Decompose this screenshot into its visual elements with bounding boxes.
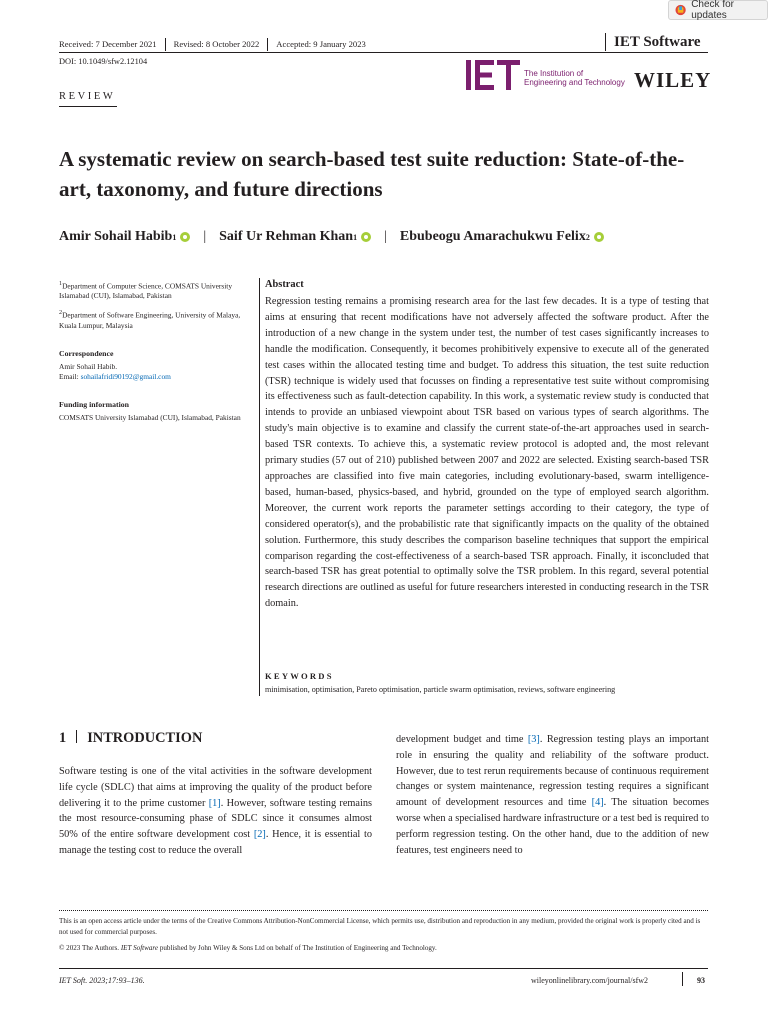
funding-text: COMSATS University Islamabad (CUI), Islamabad, Pakistan (59, 412, 241, 422)
revised-date: Revised: 8 October 2022 (173, 39, 260, 49)
footnote-rule (59, 910, 708, 911)
citation-text: IET Soft. 2023;17:93–136. (59, 976, 145, 985)
citation-link[interactable]: [4] (591, 797, 604, 809)
wiley-logo: WILEY (634, 68, 712, 92)
date-separator (165, 38, 166, 51)
body-text: . However, software testing remains the most resource-consuming phase of SDLC since it consumes almost 50% of the entire software development cost (59, 797, 372, 841)
copyright-line (59, 944, 709, 952)
author-list (59, 229, 604, 245)
license-note: This is an open access article under the terms of the Creative Commons Attribution-NonCommercial License, which permits use, distribution and reproduction in any medium, provided the original work is properly cited and is not used for commercial purposes. (59, 917, 701, 936)
copyright-text: © 2023 The Authors. (59, 944, 121, 952)
body-text: development budget and time (396, 734, 528, 745)
affiliation (59, 279, 249, 301)
body-paragraph (59, 764, 372, 859)
accepted-date: Accepted: 9 January 2023 (276, 39, 366, 49)
journal-separator (605, 33, 606, 51)
article-info-sidebar (59, 279, 249, 430)
author-affiliation-mark: 1 (353, 232, 358, 242)
body-text: . Regression testing plays an important role in ensuring the quality and reliability of the software product. However, due to test rerun requirements because of continuous requirement changes or system maintenance, regression testing requires a significant amount of development resources and time (396, 734, 709, 809)
received-date: Received: 7 December 2021 (59, 39, 157, 49)
abstract-divider (259, 278, 260, 696)
iet-logo (466, 60, 520, 90)
body-text: . Hence, it is essential to manage the testing cost to reduce the overall (59, 829, 373, 856)
section-number: 1 (59, 730, 67, 746)
email-label: Email: (59, 371, 81, 381)
date-separator (267, 38, 268, 51)
author-affiliation-mark: 1 (172, 232, 177, 242)
affiliation-text: Department of Computer Science, COMSATS University Islamabad (CUI), Islamabad, Pakistan (59, 281, 233, 301)
orcid-icon[interactable] (594, 232, 604, 242)
citation-link[interactable]: [3] (527, 734, 540, 745)
orcid-icon[interactable] (180, 232, 190, 242)
copyright-text: published by John Wiley & Sons Ltd on behalf of The Institution of Engineering and Technology. (158, 944, 437, 952)
iet-wordmark (524, 69, 625, 87)
correspondence-name: Amir Sohail Habib. (59, 361, 118, 371)
iet-line-1: The Institution of (524, 69, 584, 78)
page-number-separator (682, 972, 683, 986)
iet-line-2: Engineering and Technology (524, 78, 625, 87)
article-dates (59, 37, 366, 51)
article-type-rule (59, 106, 117, 107)
body-paragraph (396, 732, 709, 858)
funding-heading: Funding information (59, 399, 129, 409)
check-for-updates-button[interactable] (668, 0, 768, 20)
section-separator (76, 730, 77, 743)
keywords-text: minimisation, optimisation, Pareto optimisation, particle swarm optimisation, reviews, software engineering (265, 685, 616, 694)
journal-title: IET Software (614, 33, 701, 50)
page-number: 93 (697, 976, 705, 985)
footer-rule (59, 968, 708, 969)
citation-link[interactable]: [1] (208, 797, 221, 809)
email-link[interactable]: sohailafridi90192@gmail.com (80, 371, 171, 381)
author-name: Ebubeogu Amarachukwu Felix (399, 229, 586, 244)
crossmark-icon (675, 4, 686, 16)
affiliation-text: Department of Software Engineering, University of Malaya, Kuala Lumpur, Malaysia (59, 310, 241, 330)
citation-info (59, 976, 145, 985)
author-name: Amir Sohail Habib (59, 229, 173, 244)
article-title: A systematic review on search-based test suite reduction: State-of-the-art, taxonomy, and future directions (59, 147, 685, 201)
abstract-heading: Abstract (265, 279, 304, 290)
author-affiliation-mark: 2 (585, 232, 590, 242)
affiliation (59, 308, 249, 330)
body-text: . The situation becomes worse when a specialised hardware infrastructure or a test bed is required to perform regression testing. On the other hand, due to the addition of new features, test engineers need to (396, 797, 710, 856)
header-rule (59, 52, 708, 53)
author-separator: | (384, 229, 387, 244)
section-heading (59, 730, 202, 747)
section-title: INTRODUCTION (87, 730, 203, 746)
correspondence-heading: Correspondence (59, 348, 114, 358)
author-name: Saif Ur Rehman Khan (219, 229, 354, 244)
affiliation-mark: 2 (59, 310, 63, 317)
copyright-journal: IET Software (120, 944, 159, 952)
body-text: Software testing is one of the vital activities in the software development life cycle (SDLC) that aims at improving the quality of the product before delivering it to the prime customer (59, 766, 372, 809)
affiliation-mark: 1 (59, 281, 63, 287)
article-type: REVIEW (59, 91, 116, 102)
author-separator: | (203, 229, 207, 244)
citation-link[interactable]: [2] (253, 829, 266, 841)
check-for-updates-label: Check for updates (691, 0, 734, 21)
correspondence-email (59, 372, 249, 382)
doi-link[interactable]: DOI: 10.1049/sfw2.12104 (59, 57, 148, 66)
keywords-heading: KEYWORDS (265, 671, 334, 681)
journal-name (605, 32, 701, 52)
journal-url[interactable]: wileyonlinelibrary.com/journal/sfw2 (531, 976, 649, 985)
orcid-icon[interactable] (361, 232, 371, 242)
abstract-text: Regression testing remains a promising research area for the last few decades. It is a type of testing that aims at ensuring that recent modifications have not adversely affected the software product. After the introduction of a new change in the system under test, the number of test cases significantly increases to handle the modification. Consequently, it becomes prohibitively expensive to execute all of the generated test cases within the allocated testing time and budget. To address this situation, the test suite reduction (TSR) technique is widely used that focusses on finding a representative test suite without compromising its effectiveness such as fault-detection capability. In this work, a systematic review study is conducted that intends to provide an unbiased viewpoint about TSR based on various types of search algorithms. The study's main objective is to examine and classify the current state-of-the-art approaches used in search-based TSR contexts. To achieve this, a systematic review protocol is adopted and, the most relevant primary studies (57 out of 210) published between 2007 and 2022 are selected. Existing search-based TSR approaches are classified into five main categories, including evolutionary-based, swarm intelligence-based, human-based, physics-based, and hybrid, grounded on the type of employed search algorithm. Moreover, the current work reports the parameter settings according to their category, the type of considered operator(s), and the probabilistic rate that significantly impacts on the quality of the obtained solution. Furthermore, this study describes the comparison baseline techniques that support the empirical comparison regarding the cost-effectiveness of a search-based TSR approach. Finally, it isconcluded that search-based TSR has great potential to optimally solve the TSR problem. In this regard, several potential research directions are outlined as useful for future researchers interested in conducting research in the TSR domain. (265, 296, 709, 610)
